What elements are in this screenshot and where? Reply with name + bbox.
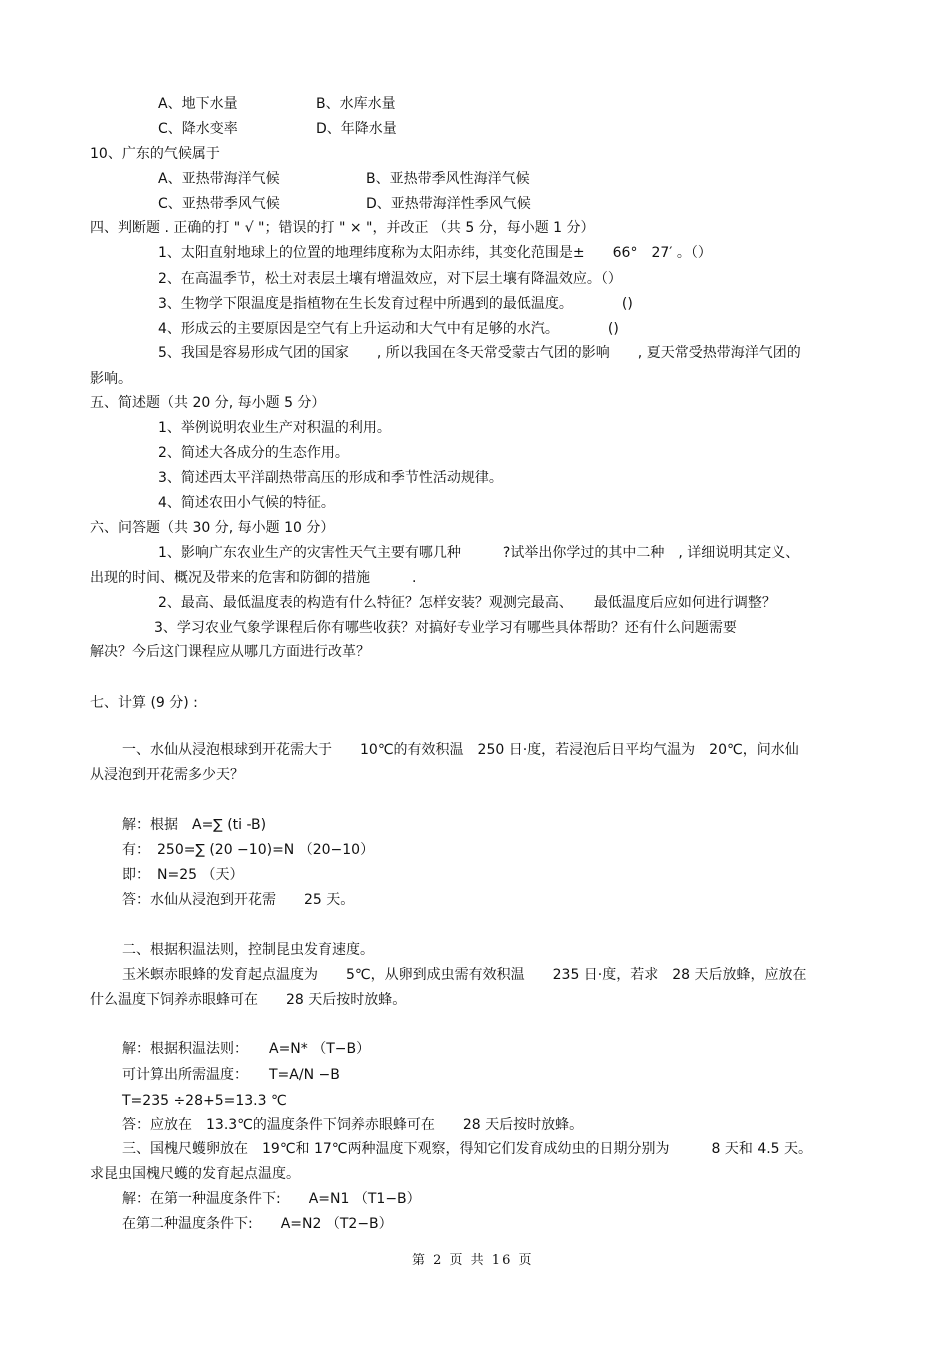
section4-item: 4、形成云的主要原因是空气有上升运动和大气中有足够的水汽。 () — [158, 321, 619, 337]
q9-option-c: C、降水变率 — [158, 121, 238, 137]
problem1-solution-line: 即： N=25 （天） — [122, 867, 244, 883]
problem1-answer: 答：水仙从浸泡到开花需 25 天。 — [122, 892, 355, 908]
q10-option-b: B、亚热带季风性海洋气候 — [366, 171, 530, 187]
section5-item: 1、举例说明农业生产对积温的利用。 — [158, 420, 391, 436]
problem2-solution-line: 可计算出所需温度： T=A/N −B — [122, 1067, 340, 1083]
problem1-statement-continuation: 从浸泡到开花需多少天？ — [90, 767, 244, 783]
page-footer: 第 2 页 共 16 页 — [412, 1253, 534, 1268]
q9-option-a: A、地下水量 — [158, 96, 238, 112]
problem2-solution-line: T=235 ÷28+5=13.3 ℃ — [122, 1093, 287, 1109]
problem1-solution-line: 解：根据 A=∑ (ti -B) — [122, 817, 267, 833]
q10-stem: 10、广东的气候属于 — [90, 146, 220, 162]
problem2-title: 二、根据积温法则，控制昆虫发育速度。 — [122, 942, 374, 958]
problem3-statement: 三、国槐尺蠖卵放在 19℃和 17℃两种温度下观察，得知它们发育成幼虫的日期分别为 8 天和 4.5 天。 — [122, 1141, 813, 1157]
problem2-statement: 玉米螟赤眼蜂的发育起点温度为 5℃，从卵到成虫需有效积温 235 日·度，若求 28 天后放蜂，应放在 — [122, 967, 807, 983]
q9-option-b: B、水库水量 — [316, 96, 396, 112]
problem3-statement-continuation: 求昆虫国槐尺蠖的发育起点温度。 — [90, 1166, 300, 1182]
section6-q1-continuation: 出现的时间、概况及带来的危害和防御的措施 . — [90, 570, 417, 586]
section7-header: 七、计算 (9 分) : — [90, 695, 198, 711]
section4-item: 1、太阳直射地球上的位置的地理纬度称为太阳赤纬，其变化范围是± 66° 27′ 。（） — [158, 245, 712, 261]
q9-option-d: D、年降水量 — [316, 121, 397, 137]
problem2-solution-line: 解：根据积温法则： A=N* （T−B） — [122, 1041, 371, 1057]
problem2-answer: 答：应放在 13.3℃的温度条件下饲养赤眼蜂可在 28 天后按时放蜂。 — [122, 1117, 584, 1133]
section6-q3: 3、学习农业气象学课程后你有哪些收获？对搞好专业学习有哪些具体帮助？还有什么问题需要 — [154, 620, 737, 636]
problem1-statement: 一、水仙从浸泡根球到开花需大于 10℃的有效积温 250 日·度，若浸泡后日平均气温为 20℃，问水仙 — [122, 742, 799, 758]
problem2-statement-continuation: 什么温度下饲养赤眼蜂可在 28 天后按时放蜂。 — [90, 992, 407, 1008]
problem3-solution-line: 在第二种温度条件下: A=N2 （T2−B） — [122, 1216, 393, 1232]
section6-q3-continuation: 解决？今后这门课程应从哪几方面进行改革？ — [90, 644, 370, 660]
q10-option-d: D、亚热带海洋性季风气候 — [366, 196, 531, 212]
section5-item: 2、简述大各成分的生态作用。 — [158, 445, 349, 461]
section4-header: 四、判断题 . 正确的打 " √ "；错误的打 " × "，并改正 （共 5 分，每小题 1 分） — [90, 220, 595, 236]
section4-item: 2、在高温季节，松土对表层土壤有增温效应，对下层土壤有降温效应。（） — [158, 271, 622, 287]
section4-item: 5、我国是容易形成气团的国家 , 所以我国在冬天常受蒙古气团的影响 , 夏天常受热带海洋气团的 — [158, 345, 801, 361]
section5-item: 3、简述西太平洋副热带高压的形成和季节性活动规律。 — [158, 470, 503, 486]
section6-q1: 1、影响广东农业生产的灾害性天气主要有哪几种 ?试举出你学过的其中二种 , 详细说明其定义、 — [158, 545, 800, 561]
section5-header: 五、简述题（共 20 分, 每小题 5 分） — [90, 395, 326, 411]
problem1-solution-line: 有： 250=∑ (20 −10)=N （20−10） — [122, 842, 375, 858]
section5-item: 4、简述农田小气候的特征。 — [158, 495, 335, 511]
q10-option-a: A、亚热带海洋气候 — [158, 171, 280, 187]
problem3-solution-line: 解：在第一种温度条件下: A=N1 （T1−B） — [122, 1191, 421, 1207]
section4-item5-continuation: 影响。 — [90, 371, 132, 387]
section6-q2: 2、最高、最低温度表的构造有什么特征？怎样安装？观测完最高、 最低温度后应如何进行调整？ — [158, 595, 776, 611]
section6-header: 六、问答题（共 30 分, 每小题 10 分） — [90, 520, 335, 536]
section4-item: 3、生物学下限温度是指植物在生长发育过程中所遇到的最低温度。 () — [158, 296, 633, 312]
q10-option-c: C、亚热带季风气候 — [158, 196, 280, 212]
